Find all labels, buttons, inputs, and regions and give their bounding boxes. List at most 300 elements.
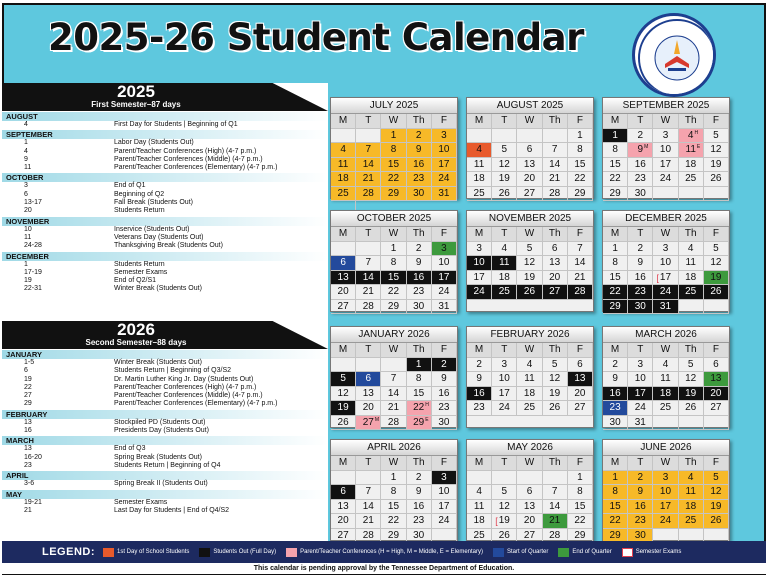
day-cell: 2 [407, 471, 432, 486]
day-cell: 17 [432, 271, 457, 286]
event-text: Semester Exams [114, 268, 168, 276]
day-cell: 3 [467, 242, 492, 257]
month-days [331, 456, 457, 543]
legend-item [199, 548, 276, 557]
day-cell: 16 [432, 387, 457, 402]
day-cell: 28 [568, 285, 593, 300]
day-cell: 12 [492, 158, 517, 173]
day-cell: 6 [543, 242, 568, 257]
day-cell: 11 E [679, 143, 704, 158]
page-title: 2025-26 Student Calendar [48, 16, 584, 59]
day-cell: 20 [543, 271, 568, 286]
day-cell: 3 [492, 358, 517, 373]
day-cell: 13 [517, 500, 542, 515]
day-cell: 18 [331, 172, 356, 187]
weekday-header: W [517, 227, 542, 242]
day-cell: 5 [331, 372, 356, 387]
event-text: End of Q3 [114, 445, 146, 453]
legend-title: LEGEND: [42, 546, 95, 558]
event-row [2, 462, 328, 470]
day-cell: 26 [331, 416, 356, 431]
month-name: NOVEMBER 2025 [467, 211, 593, 227]
weekday-header: M [331, 227, 356, 242]
month-card [330, 97, 458, 199]
day-cell: 3 [653, 471, 678, 486]
day-cell: 20 [331, 285, 356, 300]
event-date: 21 [24, 506, 32, 514]
month-card [330, 210, 458, 312]
weekday-header: Th [543, 227, 568, 242]
empty-day-cell [679, 187, 704, 202]
day-cell: 22 H [407, 401, 432, 416]
day-cell: 16 [407, 158, 432, 173]
day-cell: 8 [381, 256, 406, 271]
day-cell: 14 [356, 271, 381, 286]
day-cell: 17 [432, 500, 457, 515]
day-cell: 28 [356, 187, 381, 202]
day-cell: 10 [467, 256, 492, 271]
day-cell: 27 [331, 529, 356, 544]
day-cell: 5 [704, 471, 729, 486]
day-cell: 6 [331, 485, 356, 500]
day-cell: 8 [568, 143, 593, 158]
weekday-header: T [356, 227, 381, 242]
day-cell: 29 [381, 529, 406, 544]
day-cell: 1 [381, 471, 406, 486]
day-cell: 12 [704, 485, 729, 500]
day-cell: 26 [704, 172, 729, 187]
empty-day-cell [492, 471, 517, 486]
weekday-header: Th [543, 114, 568, 129]
day-cell: 11 [331, 158, 356, 173]
day-cell: 7 [356, 143, 381, 158]
month-days [331, 114, 457, 216]
day-cell: 22 [381, 514, 406, 529]
weekday-header: F [432, 227, 457, 242]
day-cell: 4 [679, 471, 704, 486]
weekday-header: F [432, 114, 457, 129]
day-cell: 22 [381, 285, 406, 300]
day-cell: 9 [407, 485, 432, 500]
empty-day-cell [331, 129, 356, 144]
day-cell: 24 [492, 401, 517, 416]
day-cell: 3 [432, 242, 457, 257]
month-days [603, 456, 729, 543]
month-name: DECEMBER 2025 [603, 211, 729, 227]
month-name: JULY 2025 [331, 98, 457, 114]
event-row [2, 392, 328, 400]
day-cell: 31 [628, 416, 653, 431]
legend-swatch [558, 548, 569, 557]
month-card [466, 210, 594, 312]
day-cell: 5 [679, 358, 704, 373]
day-cell: 11 [467, 158, 492, 173]
event-row [2, 359, 328, 367]
day-cell: 30 [603, 416, 628, 431]
weekday-header: W [517, 456, 542, 471]
weekday-header: M [467, 227, 492, 242]
event-row [2, 376, 328, 384]
day-cell: 20 [517, 172, 542, 187]
event-date: 13 [24, 418, 32, 426]
event-text: End of Q2/S1 [114, 277, 157, 285]
day-cell: [ 19 [492, 514, 517, 529]
day-cell: 8 [381, 485, 406, 500]
event-text: Veterans Day (Students Out) [114, 233, 204, 241]
month-name: MARCH 2026 [603, 327, 729, 343]
day-cell: 24 [653, 285, 678, 300]
day-cell: 30 [407, 529, 432, 544]
day-cell: 15 [381, 500, 406, 515]
day-cell: 28 [543, 529, 568, 544]
event-text: Stockpiled PD (Students Out) [114, 418, 206, 426]
day-cell: 24 [628, 401, 653, 416]
day-cell: 4 [331, 143, 356, 158]
event-date: 27 [24, 392, 32, 400]
day-cell: 10 [492, 372, 517, 387]
day-cell: 10 [432, 143, 457, 158]
event-row [2, 285, 328, 293]
day-cell: 12 [704, 256, 729, 271]
event-row [2, 121, 328, 129]
day-cell: 14 [543, 158, 568, 173]
day-cell: 26 [543, 401, 568, 416]
day-cell: 15 [603, 271, 628, 286]
weekday-header: F [704, 343, 729, 358]
weekday-header: W [517, 343, 542, 358]
event-date: 13 [24, 445, 32, 453]
event-row [2, 445, 328, 453]
day-cell: 8 [603, 143, 628, 158]
day-cell: 12 [679, 372, 704, 387]
day-cell: 10 [432, 485, 457, 500]
event-text: Parent/Teacher Conferences (Middle) (4-7 p.m.) [114, 392, 263, 400]
event-text: Inservice (Students Out) [114, 225, 190, 233]
day-cell: 29 E [407, 416, 432, 431]
day-cell: 9 [628, 485, 653, 500]
day-cell: [ 17 [653, 271, 678, 286]
event-date: 3-6 [24, 480, 35, 488]
semester1-year: 2025 [117, 82, 155, 101]
day-cell: 23 [467, 401, 492, 416]
day-cell: 1 [407, 358, 432, 373]
weekday-header: W [381, 114, 406, 129]
day-cell: 3 [432, 471, 457, 486]
day-cell: 30 [407, 187, 432, 202]
event-date: 23 [24, 461, 32, 469]
event-text: Parent/Teacher Conferences (High) (4-7 p.m.) [114, 383, 257, 391]
event-row [2, 242, 328, 250]
day-cell: 20 [517, 514, 542, 529]
month-name: APRIL 2026 [331, 440, 457, 456]
event-text: Semester Exams [114, 498, 168, 506]
day-cell: 3 [628, 358, 653, 373]
day-cell: 27 [543, 285, 568, 300]
legend-label: Semester Exams [635, 549, 682, 555]
day-cell: 15 [568, 158, 593, 173]
day-cell: 2 [628, 129, 653, 144]
month-card [602, 97, 730, 199]
event-date: 17-19 [24, 268, 42, 276]
event-text: Winter Break (Students Out) [114, 359, 202, 366]
day-cell: 17 [628, 387, 653, 402]
weekday-header: W [517, 114, 542, 129]
day-cell: 21 [543, 514, 568, 529]
event-text: Students Return [114, 260, 165, 268]
day-cell: 16 [628, 500, 653, 515]
event-text: Students Return | Beginning of Q3/S2 [114, 367, 232, 375]
day-cell: 7 [543, 485, 568, 500]
day-cell: 24 [653, 172, 678, 187]
weekday-header: F [704, 456, 729, 471]
month-name: JANUARY 2026 [331, 327, 457, 343]
day-cell: 23 [407, 514, 432, 529]
event-date: 4 [24, 147, 28, 155]
day-cell: 27 [704, 401, 729, 416]
day-cell: 1 [568, 471, 593, 486]
day-cell: 2 [432, 358, 457, 373]
legend-label: 1st Day of School Students [117, 549, 190, 555]
weekday-header: W [381, 227, 406, 242]
day-cell: 18 [467, 172, 492, 187]
semester1-subtitle: First Semester–87 days [91, 100, 181, 109]
day-cell: 4 [467, 143, 492, 158]
event-text: Fall Break (Students Out) [114, 199, 193, 207]
event-row [2, 419, 328, 427]
month-card [602, 210, 730, 312]
weekday-header: M [331, 114, 356, 129]
empty-day-cell [331, 471, 356, 486]
weekday-header: M [603, 343, 628, 358]
day-cell: 2 [467, 358, 492, 373]
day-cell: 13 [331, 500, 356, 515]
month-days [331, 343, 457, 430]
month-days [331, 227, 457, 314]
day-cell: 5 [543, 358, 568, 373]
weekday-header: F [568, 114, 593, 129]
event-row [2, 400, 328, 408]
day-cell: 17 [492, 387, 517, 402]
day-cell: 9 [407, 256, 432, 271]
day-cell: 27 [517, 529, 542, 544]
day-cell: 29 [603, 187, 628, 202]
day-cell: 12 [543, 372, 568, 387]
event-text: Spring Break (Students Out) [114, 453, 202, 461]
month-card [330, 326, 458, 428]
day-cell: 21 [543, 172, 568, 187]
day-cell: 23 [603, 401, 628, 416]
day-cell: 25 [679, 172, 704, 187]
day-cell: 8 [568, 485, 593, 500]
day-cell: 6 [704, 358, 729, 373]
event-text: Labor Day (Students Out) [114, 139, 194, 147]
day-cell: 12 [492, 500, 517, 515]
weekday-header: F [568, 343, 593, 358]
day-cell: 12 [704, 143, 729, 158]
day-cell: 21 [356, 172, 381, 187]
day-cell: 1 [381, 242, 406, 257]
day-cell: 28 [356, 300, 381, 315]
weekday-header: Th [679, 456, 704, 471]
day-cell: 2 [407, 129, 432, 144]
weekday-header: T [492, 456, 517, 471]
event-row [2, 427, 328, 435]
event-month-heading: SEPTEMBER [2, 130, 328, 139]
day-cell: 19 [704, 500, 729, 515]
day-cell: 14 [356, 500, 381, 515]
semester1-events [2, 111, 328, 294]
day-cell: 22 [603, 172, 628, 187]
day-cell: 11 [679, 485, 704, 500]
day-cell: 26 [517, 285, 542, 300]
day-cell: 16 [628, 158, 653, 173]
weekday-header: W [653, 114, 678, 129]
day-cell: 9 M [628, 143, 653, 158]
event-date: 11 [24, 164, 32, 172]
month-name: MAY 2026 [467, 440, 593, 456]
weekday-header: M [603, 456, 628, 471]
event-row [2, 507, 328, 515]
day-cell: 17 [432, 158, 457, 173]
legend-item [103, 548, 189, 557]
day-cell: 30 [628, 529, 653, 544]
month-card [330, 439, 458, 541]
weekday-header: F [704, 227, 729, 242]
event-row [2, 234, 328, 242]
day-cell: 17 [653, 500, 678, 515]
legend-label: End of Quarter [572, 549, 612, 555]
weekday-header: T [356, 114, 381, 129]
weekday-header: M [603, 227, 628, 242]
semester1-header [2, 83, 328, 111]
empty-day-cell [467, 471, 492, 486]
day-cell: 5 [517, 242, 542, 257]
day-cell: 5 [704, 129, 729, 144]
legend-swatch [103, 548, 114, 557]
conference-level-marker: M [644, 144, 649, 150]
day-cell: 12 [517, 256, 542, 271]
day-cell: 12 [331, 387, 356, 402]
day-cell: 14 [568, 256, 593, 271]
event-date: 22 [24, 383, 32, 391]
day-cell: 13 [704, 372, 729, 387]
day-cell: 24 [432, 285, 457, 300]
event-text: First Day for Students | Beginning of Q1 [114, 121, 238, 128]
weekday-header: Th [407, 227, 432, 242]
day-cell: 22 [568, 514, 593, 529]
empty-day-cell [704, 300, 729, 315]
weekday-header: F [432, 343, 457, 358]
empty-day-cell [704, 416, 729, 431]
weekday-header: T [628, 114, 653, 129]
event-row [2, 261, 328, 269]
day-cell: 5 [704, 242, 729, 257]
day-cell: 26 [679, 401, 704, 416]
event-date: 6 [24, 190, 28, 198]
day-cell: 14 [356, 158, 381, 173]
event-month-heading: DECEMBER [2, 252, 328, 261]
day-cell: 25 [467, 529, 492, 544]
day-cell: 20 [568, 387, 593, 402]
day-cell: 11 [492, 256, 517, 271]
day-cell: 15 [568, 500, 593, 515]
day-cell: 25 [331, 187, 356, 202]
weekday-header: T [628, 456, 653, 471]
day-cell: 1 [568, 129, 593, 144]
event-date: 19 [24, 277, 32, 285]
semester2-header [2, 321, 328, 349]
day-cell: 5 [492, 143, 517, 158]
day-cell: 23 [432, 401, 457, 416]
weekday-header: W [653, 343, 678, 358]
event-row [2, 199, 328, 207]
event-date: 22-31 [24, 285, 42, 293]
day-cell: 18 [517, 387, 542, 402]
weekday-header: Th [679, 343, 704, 358]
month-card [466, 439, 594, 541]
empty-day-cell [543, 471, 568, 486]
month-days [467, 343, 593, 416]
day-cell: 15 [381, 271, 406, 286]
empty-day-cell [331, 358, 356, 373]
day-cell: 19 [492, 172, 517, 187]
legend-item [286, 548, 483, 557]
event-date: 9 [24, 155, 28, 163]
day-cell: 21 [356, 285, 381, 300]
conference-level-marker: E [425, 416, 429, 423]
weekday-header: M [467, 456, 492, 471]
day-cell: 19 [543, 387, 568, 402]
month-days [467, 456, 593, 543]
weekday-header: F [432, 456, 457, 471]
empty-day-cell [492, 129, 517, 144]
day-cell: 3 [653, 242, 678, 257]
day-cell: 29 [381, 300, 406, 315]
day-cell: 26 [492, 529, 517, 544]
weekday-header: T [628, 343, 653, 358]
day-cell: 25 [517, 401, 542, 416]
weekday-header: T [628, 227, 653, 242]
day-cell: 8 [603, 485, 628, 500]
empty-day-cell [679, 416, 704, 431]
day-cell: 6 [568, 358, 593, 373]
day-cell: 8 [603, 256, 628, 271]
day-cell: 11 [679, 256, 704, 271]
empty-day-cell [356, 242, 381, 257]
day-cell: 27 M [356, 416, 381, 431]
legend-item [558, 548, 611, 557]
event-month-heading: APRIL [2, 471, 328, 480]
day-cell: 25 [467, 187, 492, 202]
day-cell: 6 [517, 485, 542, 500]
day-cell: 18 [679, 271, 704, 286]
month-days [603, 343, 729, 430]
empty-day-cell [356, 471, 381, 486]
event-text: Students Return | Beginning of Q4 [114, 461, 221, 469]
day-cell: 10 [653, 485, 678, 500]
empty-day-cell [517, 471, 542, 486]
event-row [2, 226, 328, 234]
weekday-header: F [568, 227, 593, 242]
event-date: 16-20 [24, 453, 42, 461]
day-cell: 31 [653, 300, 678, 315]
event-text: Parent/Teacher Conferences (Elementary) (4-7 p.m.) [114, 164, 278, 172]
month-name: SEPTEMBER 2025 [603, 98, 729, 114]
district-logo [632, 13, 716, 97]
event-text: Winter Break (Students Out) [114, 285, 202, 293]
day-cell: 9 [432, 372, 457, 387]
day-cell: 28 [543, 187, 568, 202]
